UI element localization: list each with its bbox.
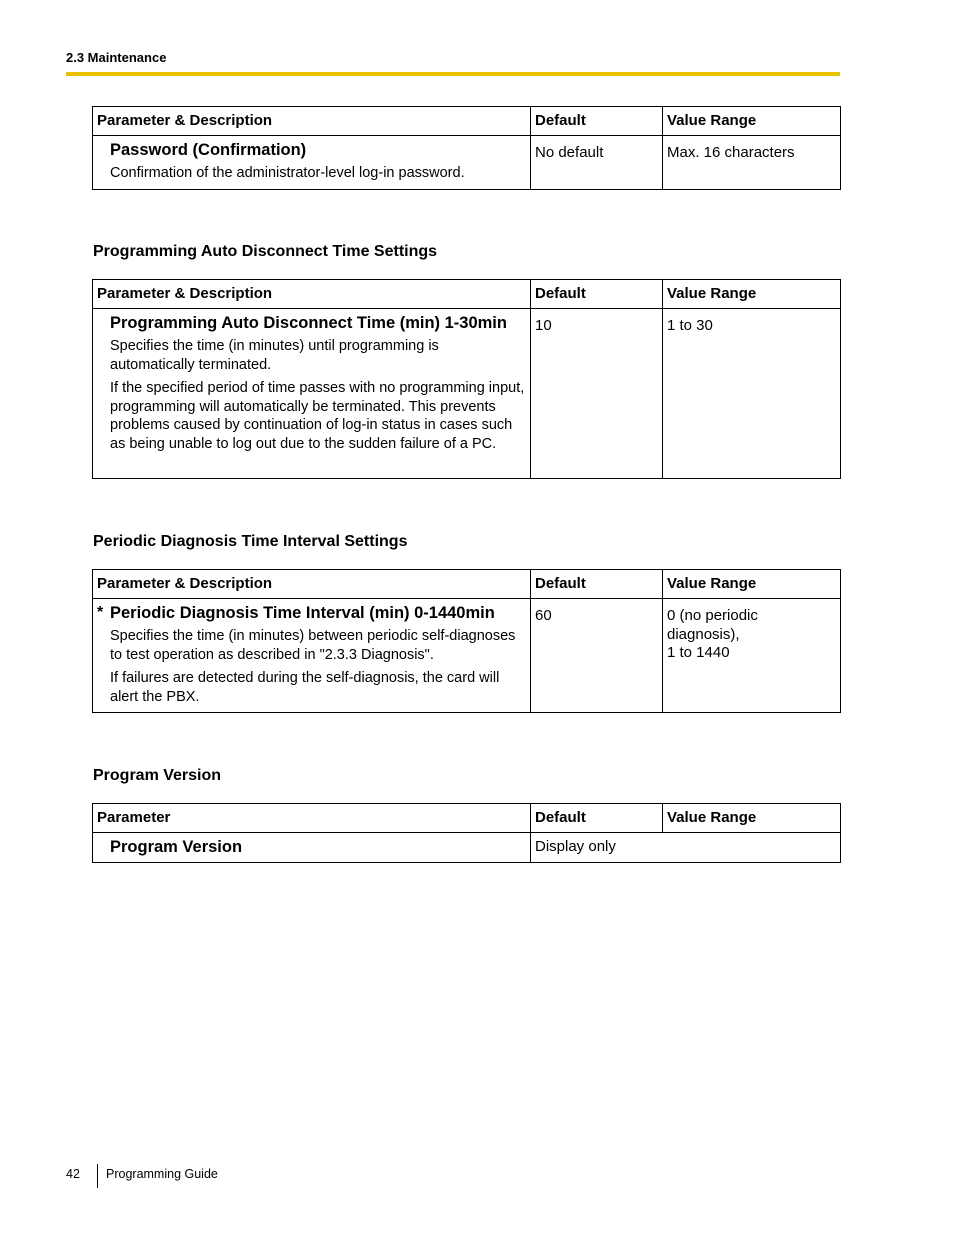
column-header: Parameter & Description [93,280,531,309]
parameter-description: If the specified period of time passes with no programming input, programming will automatically be terminated. This prevents problems caused by continuation of log-in status in cases such as being unable to log out due to the sudden failure of a PC. [110,380,525,452]
password-table [92,106,841,190]
change-marker: * [97,604,104,621]
parameter-name: Password (Confirmation) [110,141,307,159]
column-header: Default [531,107,663,136]
table-row [93,599,841,713]
table-header-row [93,107,841,136]
header-rule [66,72,840,76]
section-title-diagnosis: Periodic Diagnosis Time Interval Settings [93,533,408,550]
parameter-cell [93,309,531,479]
column-header: Value Range [663,280,841,309]
parameter-name: Programming Auto Disconnect Time (min) 1-30min [110,314,507,332]
value-range-line: 1 to 1440 [667,644,730,661]
parameter-cell [93,599,531,713]
version-table [92,803,841,863]
parameter-cell [93,136,531,190]
page-number: 42 [66,1167,80,1181]
parameter-name: Program Version [110,838,243,856]
section-title-auto-disconnect: Programming Auto Disconnect Time Settings [93,243,438,260]
column-header: Default [531,570,663,599]
footer-divider [97,1164,98,1188]
column-header: Parameter & Description [93,107,531,136]
column-header: Value Range [663,107,841,136]
section-title-version: Program Version [93,767,222,784]
column-header: Value Range [663,804,841,833]
parameter-description: Specifies the time (in minutes) until programming is automatically terminated. [110,338,439,373]
column-header: Default [531,280,663,309]
table-row [93,833,841,863]
diagnosis-table [92,569,841,713]
section-header: 2.3 Maintenance [66,50,167,65]
auto-disconnect-table [92,279,841,479]
default-value: Display only [531,833,841,863]
value-range [663,599,841,713]
column-header: Parameter [93,804,531,833]
default-value: 10 [531,309,663,479]
table-header-row [93,570,841,599]
table-row [93,136,841,190]
parameter-name: Periodic Diagnosis Time Interval (min) 0-1440min [110,604,495,622]
value-range-line: 0 (no periodic [667,607,758,624]
value-range: Max. 16 characters [663,136,841,190]
parameter-cell [93,833,531,863]
default-value: No default [531,136,663,190]
parameter-description: Confirmation of the administrator-level log-in password. [110,165,465,181]
parameter-description: Specifies the time (in minutes) between periodic self-diagnoses to test operation as described in "2.3.3 Diagnosis". [110,628,516,663]
table-header-row [93,280,841,309]
footer-title: Programming Guide [106,1167,218,1181]
table-row [93,309,841,479]
value-range-line: diagnosis), [667,625,740,643]
default-value: 60 [531,599,663,713]
parameter-description: If failures are detected during the self-diagnosis, the card will alert the PBX. [110,670,500,705]
column-header: Parameter & Description [93,570,531,599]
column-header: Value Range [663,570,841,599]
column-header: Default [531,804,663,833]
table-header-row [93,804,841,833]
value-range: 1 to 30 [663,309,841,479]
